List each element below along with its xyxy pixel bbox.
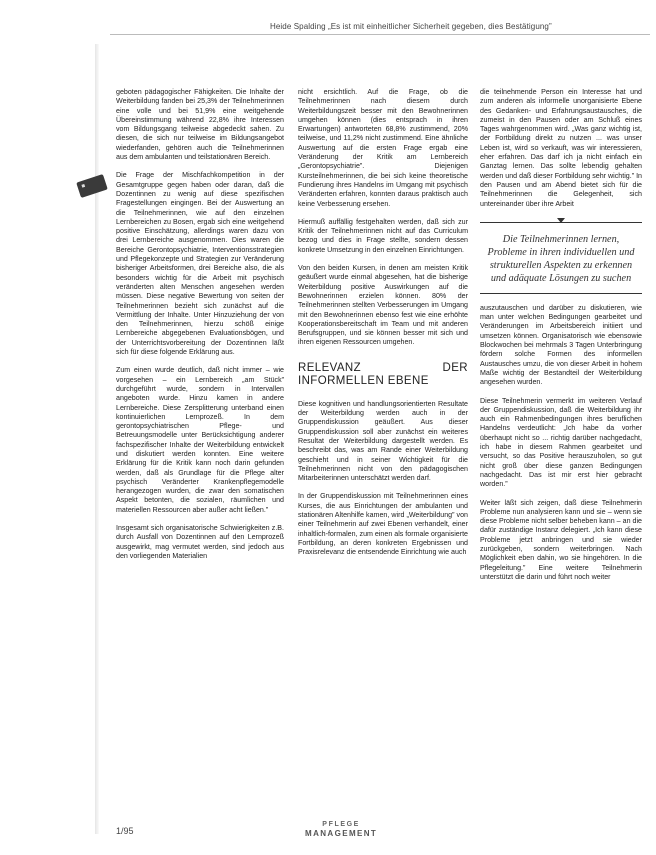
paragraph: Hiermuß auffällig festgehalten werden, daß sich zur Kritik der Teilnehmerinnen nicht auf das Curriculum bezog und dies in Frage stellte, sondern dessen konkrete Umsetzung in den einzelnen Einrichtungen. bbox=[298, 217, 468, 254]
paragraph: geboten pädagogischer Fähigkeiten. Die Inhalte der Weiterbildung fanden bei 25,3% der Teilnehmerinnen eine volle und bei 51,9% eine weitgehende Übereinstimmung während 22,8% ihre Interessen vom Bildungsgang teilweise abgedeckt sahen. Zu diesen, die sich nur teilweise im Bildungsangebot wiederfanden, gehören auch die Teilnehmerinnen aus dem ambulanten und teilstationären Bereich. bbox=[116, 88, 284, 162]
column-2 bbox=[298, 88, 468, 566]
column-3 bbox=[480, 88, 642, 591]
header-rule bbox=[110, 34, 650, 35]
paragraph: Zum einen wurde deutlich, daß nicht immer – wie vorgesehen – ein Lernbereich „am Stück” durchgeführt wurde, sondern in Intervallen angeboten wurde. Hinzu kamen in andere Lernbereiche. Diese Zersplitterung unterband einen kontinuierlichen Lernprozeß. In dem gerontopsychiatrischen Pflege- und Betreuungsmodelle unter Berücksichtigung anderer fachspezifischer Inhalte der Weiterbildung entwickelt und diskutiert werden konnten. Eine weitere Erklärung für die Kritik kann noch darin gefunden werden, daß als Grundlage für die Pflege alter psychisch Veränderter Krankenpflegemodelle herangezogen wurden, die zwar den somatischen Aspekt betonten, die sozialen, räumlichen und materiellen Ressourcen aber außer acht ließen.” bbox=[116, 366, 284, 514]
paragraph: In der Gruppendiskussion mit Teilnehmerinnen eines Kurses, die aus Einrichtungen der ambulanten und stationären Altenhilfe kamen, wird „Weiterbildung” von einer Teilnehmerin auf zwei Ebenen verhandelt, einer inhaltlich-formalen, zum einen als formale organisierte Fortbildung, an deren konkreten Ergebnissen und Praxisrelevanz die entsendende Einrichtung wie auch bbox=[298, 492, 468, 557]
paragraph: die teilnehmende Person ein Interesse hat und zum anderen als informelle unorganisierte Ebene des Gedanken- und Erfahrungsaustausches, die zumeist in den Pausen oder am Schluß eines Tages wahrgenommen wird. „Was ganz wichtig ist, der Fortbildung direkt zu nutzen ... was unser Leben ist, wird so verkauft, was wir interessieren, eher erfahren. Das darf ich ja nicht einfach ein Ganztag lernen. Das sollte lebendig gehalten werden und daß dieser Fortbildung sehr wichtig.” In den Pausen und am Abend bietet sich für die Teilnehmerinnen die Gelegenheit, sich untereinander über ihre Arbeit bbox=[480, 88, 642, 208]
pull-quote: Die Teilnehmerinnen lernen, Probleme in ihren individuellen und strukturellen Aspekten zu erkennen und adäquate Lösungen zu suchen bbox=[480, 222, 642, 294]
paragraph: Die Frage der Mischfachkompetition in der Gesamtgruppe gegen haben oder daran, daß die Dozentinnen zu wenig auf diese spezifischen Fragestellungen eingingen. Bei der Auswertung an die Teilnehmerinnen, wie auf den einzelnen Lernbereichen zu Bosen, ergab sich eine weitgehend positive Einschätzung, allerdings waren dazu von drei Lernbereiche ausgenommen. Dies waren die Bereiche Gerontopsychiatrie, Interventionsstrategien und Pflegekonzepte und Strategien zur Veränderung bisheriger Arbeitsformen, drei Bereiche also, die als besonders wichtig für die Arbeit mit psychisch veränderten alten Menschen angesehen werden müssen. Diese negative Bewertung von seiten der Teilnehmerinnen bezieht sich zunächst auf die Vermittlung der Inhalte. Unter Hinzuziehung der von den Teilnehmerinnen, hierzu schöß einige Lernbereiche abgegebenen Evaluationsbögen, und der Unterrichtsvorbereitung der Dozentinnen läßt sich für diese folgende Erklärung aus. bbox=[116, 171, 284, 357]
page-fold-shadow bbox=[95, 44, 99, 834]
column-1 bbox=[116, 88, 284, 570]
paragraph: Diese kognitiven und handlungsorientierten Resultate der Weiterbildung werden auch in der Gruppendiskussion geäußert. Aus dieser Gruppendiskussion soll aber zunächst ein weiteres Resultat der Weiterbildung dargestellt werden. Es beschreibt das, was am Rande einer Weiterbildung geschieht und in seiner Wichtigkeit für die Teilnehmerinnen nicht von den pädagogischen Mitarbeiterinnen unterschätzt werden darf. bbox=[298, 399, 468, 483]
paragraph: Weiter läßt sich zeigen, daß diese Teilnehmerin Probleme nun analysieren kann und sie – wenn sie diese Probleme nicht selber beheben kann – an die dafür zuständige Instanz delegiert. „Ich kann diese Probleme jetzt anbringen und sie wieder zurückgeben, sondern weiterbringen. Nach Möglichkeit eben dahin, wo sie hingehören. In die Pflegeleitung.” Eine weitere Teilnehmerin unterstützt die darin und führt noch weiter bbox=[480, 498, 642, 581]
logo-line-2: MANAGEMENT bbox=[305, 829, 378, 838]
paragraph: Diese Teilnehmerin vermerkt im weiteren Verlauf der Gruppendiskussion, daß die Weiterbildung ihr auch ein Rahmenbedingungen ihres beruflichen Handelns verdeutlicht: „Ich habe da vorher überhaupt nicht so ... richtig darüber nachgedacht, ich habe in diesem Rahmen gearbeitet und versucht, so das Positive herauszuholen, so gut nicht groß über diese ganzen Bedingungen nachgedacht. Das ist mir erst hier gebracht worden.” bbox=[480, 396, 642, 489]
page-number: 1/95 bbox=[116, 826, 134, 836]
paragraph: Insgesamt sich organisatorische Schwierigkeiten z.B. durch Ausfall von Dozentinnen auf den Lernprozeß ausgewirkt, mag vermutet werden, sind jedoch aus den vorliegenden Materialien bbox=[116, 524, 284, 560]
paragraph: nicht ersichtlich. Auf die Frage, ob die Teilnehmerinnen nach diesem durch Weiterbildungszeit besser mit den Bewohnerinnen umgehen können (dies entsprach in ihren Erwartungen) antworteten 68,8% zustimmend, 20% teilweise, und 11,2% nicht zustimmend. Eine ähnliche Auswertung auf die ersten Frage ergab eine Veränderung der Kritik am Lernbereich „Gerontopsychiatrie”. Diejenigen Kursteilnehmerinnen, die bei sich keine theoretische Fundierung ihres Handelns im Umgang mit psychisch Veränderten erfahren, konnten daraus praktisch auch keine Verbesserung ersehen. bbox=[298, 88, 468, 208]
magazine-logo bbox=[305, 820, 377, 838]
section-marker-icon: ■ bbox=[76, 174, 108, 198]
paragraph: Von den beiden Kursen, in denen am meisten Kritik geäußert wurde einmal abgesehen, hat die bisherige Weiterbildung positive Auswirkungen auf die Bewohnerinnen erzielen können. 80% der Teilnehmerinnen stellten Verbesserungen im Umgang mit den Bewohnerinnen ebenso fest wie eine erhöhte Kooperationsbereitschaft im Team und mit anderen Berufsgruppen, und sie können besser mit sich und ihren eigenen Ressourcen umgehen. bbox=[298, 264, 468, 347]
running-header: Heide Spalding „Es ist mit einheitlicher Sicherheit gegeben, dies Bestätigung” bbox=[270, 22, 552, 31]
paragraph: auszutauschen und darüber zu diskutieren, wie man unter welchen Bedingungen gearbeitet und Veränderungen im Arbeitsbereich initiiert und umsetzen können. Organisatorisch wie ebensowie Blockwochen bei mehrmals 3 Tagen Unterbringung fördern solche Formen des informellen Austausches umzu, die von dieser Arbeit in hohem Maße wichtig der Bestandteil der Weiterbildung angesehen wurden. bbox=[480, 303, 642, 387]
logo-line-1: PFLEGE bbox=[322, 821, 360, 828]
section-heading: RELEVANZ DER INFORMELLEN EBENE bbox=[298, 361, 468, 387]
